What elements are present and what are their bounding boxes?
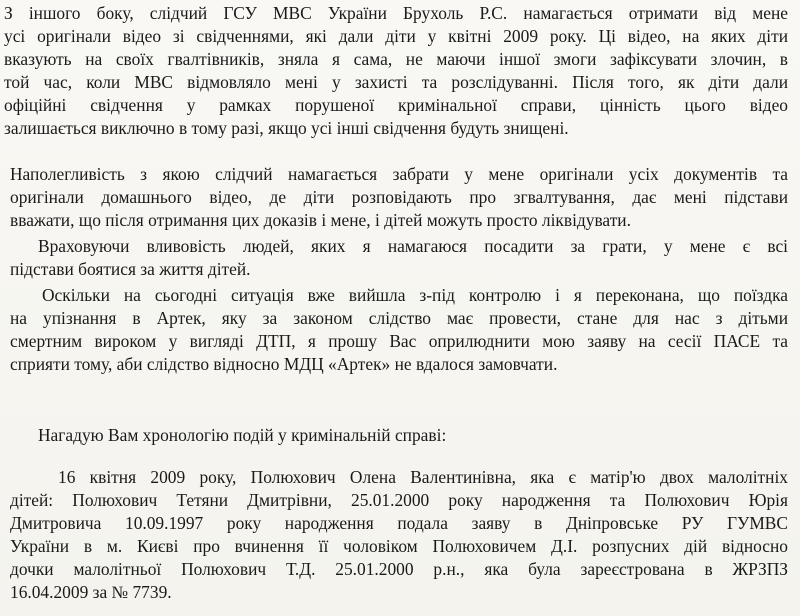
- text-line: України в м. Києві про вчинення її чоловіком Полюховичем Д.І. розпусних дій відносно: [10, 536, 788, 556]
- text-line: З іншого боку, слідчий ГСУ МВС України Брухоль Р.С. намагається отримати від мене: [4, 3, 788, 23]
- text-line: залишається виключно в тому разі, якщо усі інші свідчення будуть знищені.: [4, 118, 569, 138]
- text-line: дітей: Полюхович Тетяни Дмитрівни, 25.01.2000 року народження та Полюхович Юрія: [10, 490, 788, 510]
- text-line: сприяти тому, аби слідство відносно МДЦ «Артек» не вдалося замовчати.: [10, 354, 558, 374]
- text-line: той час, коли МВС відмовляло мені у захисті та розслідуванні. Після того, як діти дали: [4, 72, 788, 92]
- text-line: смертним вироком у вигляді ДТП, я прошу Вас оприлюднити мою заяву на сесії ПАСЕ та: [10, 331, 788, 351]
- text-line: вважати, що після отримання цих доказів і мене, і дітей можуть просто ліквідувати.: [10, 210, 631, 230]
- text-line: Оскільки на сьогодні ситуація вже вийшла з-під контролю і я переконана, що поїздка: [42, 285, 788, 305]
- text-line: дочки малолітньої Полюхович Т.Д. 25.01.2000 р.н., яка була зареєстрована в ЖРЗПЗ: [10, 559, 788, 579]
- text-line: Нагадую Вам хронологію подій у кримінальній справі:: [38, 425, 447, 445]
- text-line: вказують на своїх гвалтівників, зняла я сама, не маючи іншої змоги зафіксувати злочин, в: [4, 49, 788, 69]
- text-line: офіційні свідчення у рамках порушеної кримінальної справи, цінність цього відео: [4, 95, 788, 115]
- text-line: оригінали домашнього відео, де діти розповідають про згвалтування, дає мені підстави: [10, 187, 788, 207]
- text-line: Враховуючи вливовість людей, яких я намагаюся посадити за грати, у мене є всі: [38, 236, 788, 256]
- text-line: підстави боятися за життя дітей.: [10, 259, 251, 279]
- text-line: Наполегливість з якою слідчий намагається забрати у мене оригінали усіх документів та: [10, 164, 788, 184]
- text-line: 16.04.2009 за № 7739.: [10, 582, 172, 602]
- text-line: на упізнання в Артек, яку за законом слідство має провести, стане для нас з дітьми: [10, 308, 788, 328]
- text-line: Дмитровича 10.09.1997 року народження подала заяву в Дніпровське РУ ГУМВС: [10, 513, 788, 533]
- text-line: усі оригінали відео зі свідченнями, які дали діти у квітні 2009 року. Ці відео, на яких діти: [4, 26, 788, 46]
- text-line: 16 квітня 2009 року, Полюхович Олена Валентинівна, яка є матір'ю двох малолітніх: [58, 467, 788, 487]
